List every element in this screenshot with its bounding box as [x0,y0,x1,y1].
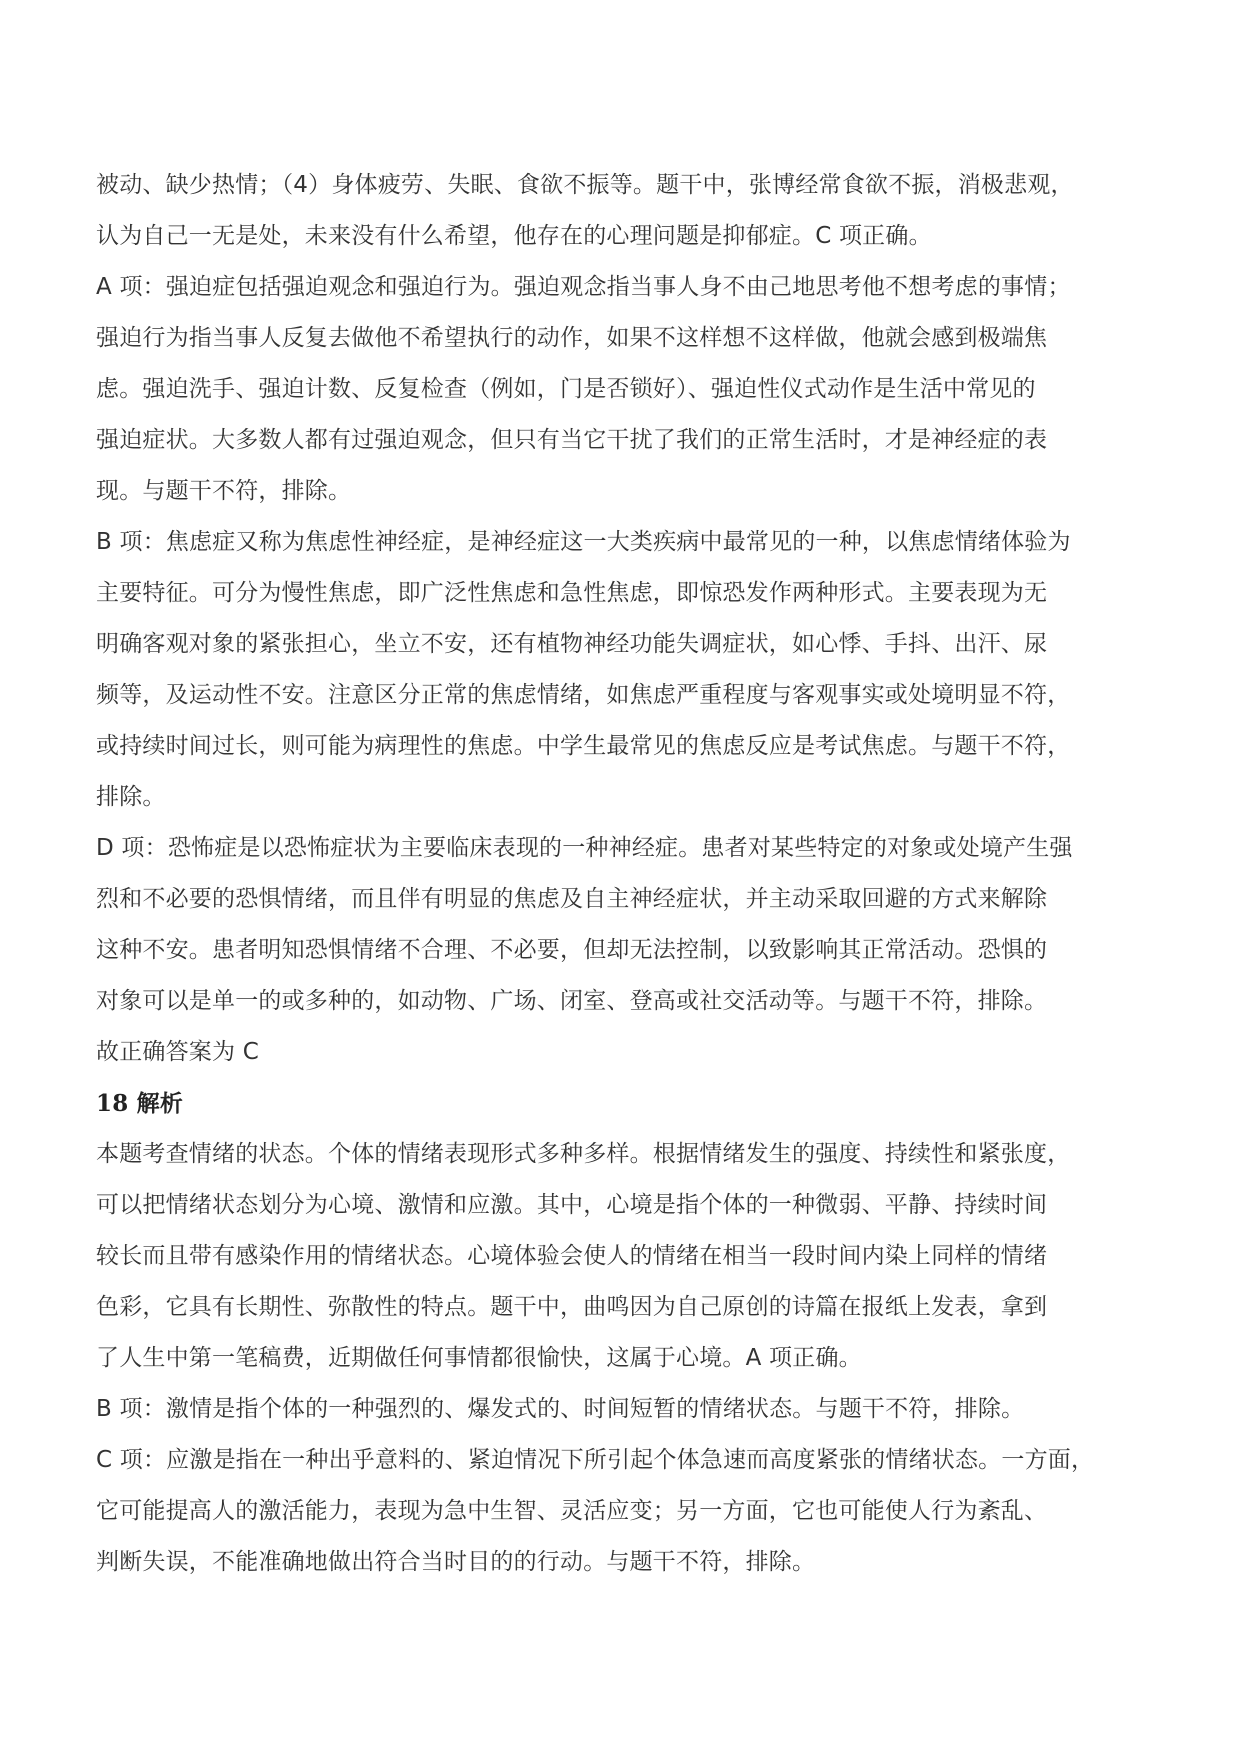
q18-line: 本题考查情绪的状态。个体的情绪表现形式多种多样。根据情绪发生的强度、持续性和紧张度， [96,1141,1071,1167]
answer-explanation-text [96,160,1176,1588]
q18-heading: 18 解析 [96,1090,184,1117]
q17-line: 被动、缺少热情；（4）身体疲劳、失眠、食欲不振等。题干中，张博经常食欲不振，消极悲观， [96,172,1074,198]
q17-option-b-line: 或持续时间过长，则可能为病理性的焦虑。中学生最常见的焦虑反应是考试焦虑。与题干不符， [96,733,1071,759]
q18-option-c-line: C 项：应激是指在一种出乎意料的、紧迫情况下所引起个体急速而高度紧张的情绪状态。一方面， [96,1447,1095,1473]
q17-option-d-line: 对象可以是单一的或多种的，如动物、广场、闭室、登高或社交活动等。与题干不符，排除。 [96,988,1048,1014]
q17-option-b-line: B 项：焦虑症又称为焦虑性神经症，是神经症这一大类疾病中最常见的一种，以焦虑情绪体验为 [96,529,1071,555]
q17-option-a-line: 虑。强迫洗手、强迫计数、反复检查（例如，门是否锁好）、强迫性仪式动作是生活中常见的 [96,376,1036,402]
q18-option-b-line: B 项：激情是指个体的一种强烈的、爆发式的、时间短暂的情绪状态。与题干不符，排除。 [96,1396,1025,1422]
q17-option-b-line: 排除。 [96,784,166,810]
q17-option-d-line: 这种不安。患者明知恐惧情绪不合理、不必要，但却无法控制，以致影响其正常活动。恐惧的 [96,937,1048,963]
q17-option-b-line: 明确客观对象的紧张担心，坐立不安，还有植物神经功能失调症状，如心悸、手抖、出汗、尿 [96,631,1048,657]
q17-option-a-line: 强迫行为指当事人反复去做他不希望执行的动作，如果不这样想不这样做，他就会感到极端焦 [96,325,1048,351]
q17-option-b-line: 主要特征。可分为慢性焦虑，即广泛性焦虑和急性焦虑，即惊恐发作两种形式。主要表现为无 [96,580,1048,606]
q17-answer-line: 故正确答案为 C [96,1039,259,1065]
q18-line: 较长而且带有感染作用的情绪状态。心境体验会使人的情绪在相当一段时间内染上同样的情绪 [96,1243,1048,1269]
q18-line: 了人生中第一笔稿费，近期做任何事情都很愉快，这属于心境。A 项正确。 [96,1345,862,1371]
q18-option-c-line: 判断失误，不能准确地做出符合当时目的的行动。与题干不符，排除。 [96,1549,816,1575]
q18-option-c-line: 它可能提高人的激活能力，表现为急中生智、灵活应变；另一方面，它也可能使人行为紊乱、 [96,1498,1048,1524]
q17-option-a-line: A 项：强迫症包括强迫观念和强迫行为。强迫观念指当事人身不由己地思考他不想考虑的事情； [96,274,1071,300]
q17-option-b-line: 频等，及运动性不安。注意区分正常的焦虑情绪，如焦虑严重程度与客观事实或处境明显不符， [96,682,1071,708]
q17-option-d-line: 烈和不必要的恐惧情绪，而且伴有明显的焦虑及自主神经症状，并主动采取回避的方式来解除 [96,886,1048,912]
q17-option-d-line: D 项：恐怖症是以恐怖症状为主要临床表现的一种神经症。患者对某些特定的对象或处境产生强 [96,835,1073,861]
q18-line: 可以把情绪状态划分为心境、激情和应激。其中，心境是指个体的一种微弱、平静、持续时间 [96,1192,1048,1218]
q18-line: 色彩，它具有长期性、弥散性的特点。题干中，曲鸣因为自己原创的诗篇在报纸上发表，拿到 [96,1294,1048,1320]
q17-line: 认为自己一无是处，未来没有什么希望，他存在的心理问题是抑郁症。C 项正确。 [96,223,932,249]
q17-option-a-line: 现。与题干不符，排除。 [96,478,352,504]
q17-option-a-line: 强迫症状。大多数人都有过强迫观念，但只有当它干扰了我们的正常生活时，才是神经症的表 [96,427,1048,453]
